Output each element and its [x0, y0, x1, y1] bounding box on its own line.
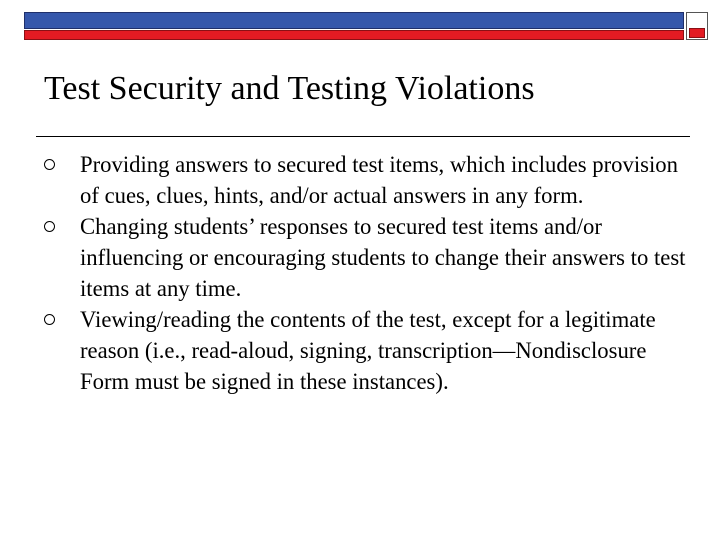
bullet-item [44, 211, 694, 304]
bullet-text: Providing answers to secured test items, which includes provision of cues, clues, hints, and/or actual answers in any form. [80, 152, 678, 208]
slide-title: Test Security and Testing Violations [44, 70, 535, 107]
header-red-bar [24, 30, 684, 40]
bullet-item [44, 304, 694, 397]
header-corner-box [686, 12, 708, 40]
title-divider [36, 136, 690, 137]
bullet-item [44, 149, 694, 211]
hollow-circle-icon [44, 149, 80, 180]
hollow-circle-icon [44, 211, 80, 242]
bullet-text: Changing students’ responses to secured test items and/or influencing or encouraging students to change their answers to test items at any time. [80, 214, 686, 301]
header-corner-red-block [689, 28, 705, 38]
bullet-text: Viewing/reading the contents of the test, except for a legitimate reason (i.e., read-aloud, signing, transcription—Nondisclosure Form must be signed in these instances). [80, 307, 656, 394]
bullet-list [44, 149, 694, 397]
hollow-circle-icon [44, 304, 80, 335]
header-blue-bar [24, 12, 684, 29]
